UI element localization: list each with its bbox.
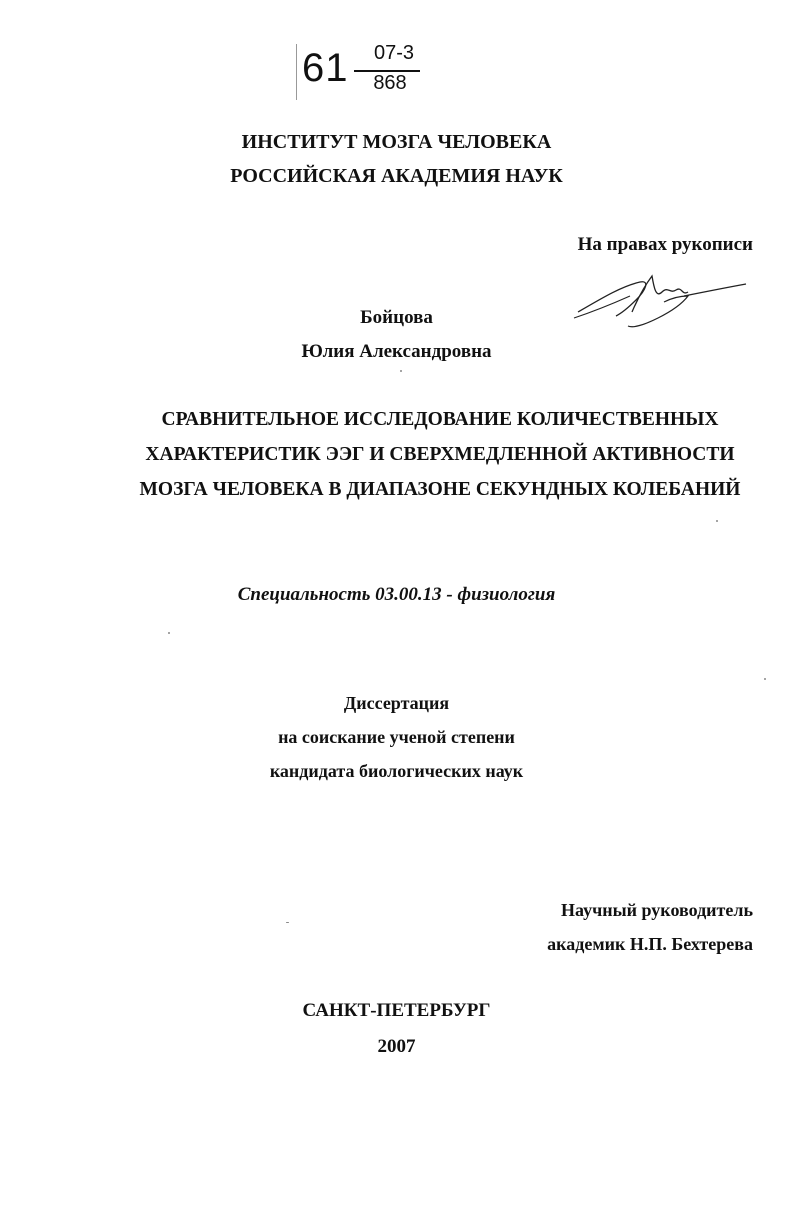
title-line: СРАВНИТЕЛЬНОЕ ИССЛЕДОВАНИЕ КОЛИЧЕСТВЕННЫХ [161,409,719,430]
advisor-label: Научный руководитель [561,900,753,920]
degree-line: на соискание ученой степени [278,727,515,747]
year: 2007 [377,1036,416,1057]
call-number-top: 07-3 [373,42,415,64]
call-number-main: 61 [302,46,349,90]
scan-speck [286,922,289,923]
scan-speck [168,632,170,634]
author-surname: Бойцова [360,307,433,328]
degree-field-line: кандидата биологических наук [269,761,524,781]
specialty: Специальность 03.00.13 - физиология [237,584,556,605]
dissertation-label: Диссертация [343,693,450,713]
city: САНКТ-ПЕТЕРБУРГ [302,1000,491,1021]
call-number-bottom: 868 [373,72,407,94]
dissertation-degree-block [0,686,793,788]
dissertation-title [120,402,760,507]
scan-speck [764,678,766,680]
title-line: МОЗГА ЧЕЛОВЕКА В ДИАПАЗОНЕ СЕКУНДНЫХ КОЛЕБАНИЙ [139,479,741,500]
academy-name: РОССИЙСКАЯ АКАДЕМИЯ НАУК [230,165,563,187]
institute-name: ИНСТИТУТ МОЗГА ЧЕЛОВЕКА [241,131,552,153]
call-number-margin-line [296,44,297,100]
scientific-advisor-block [547,893,753,961]
rights-note: На правах рукописи [577,234,753,255]
title-line: ХАРАКТЕРИСТИК ЭЭГ И СВЕРХМЕДЛЕННОЙ АКТИВНОСТИ [145,444,735,465]
author-given-names: Юлия Александровна [301,341,492,362]
scan-speck [400,370,402,372]
library-call-number [296,40,436,102]
scan-speck [716,520,718,522]
advisor-name: академик Н.П. Бехтерева [547,934,753,954]
